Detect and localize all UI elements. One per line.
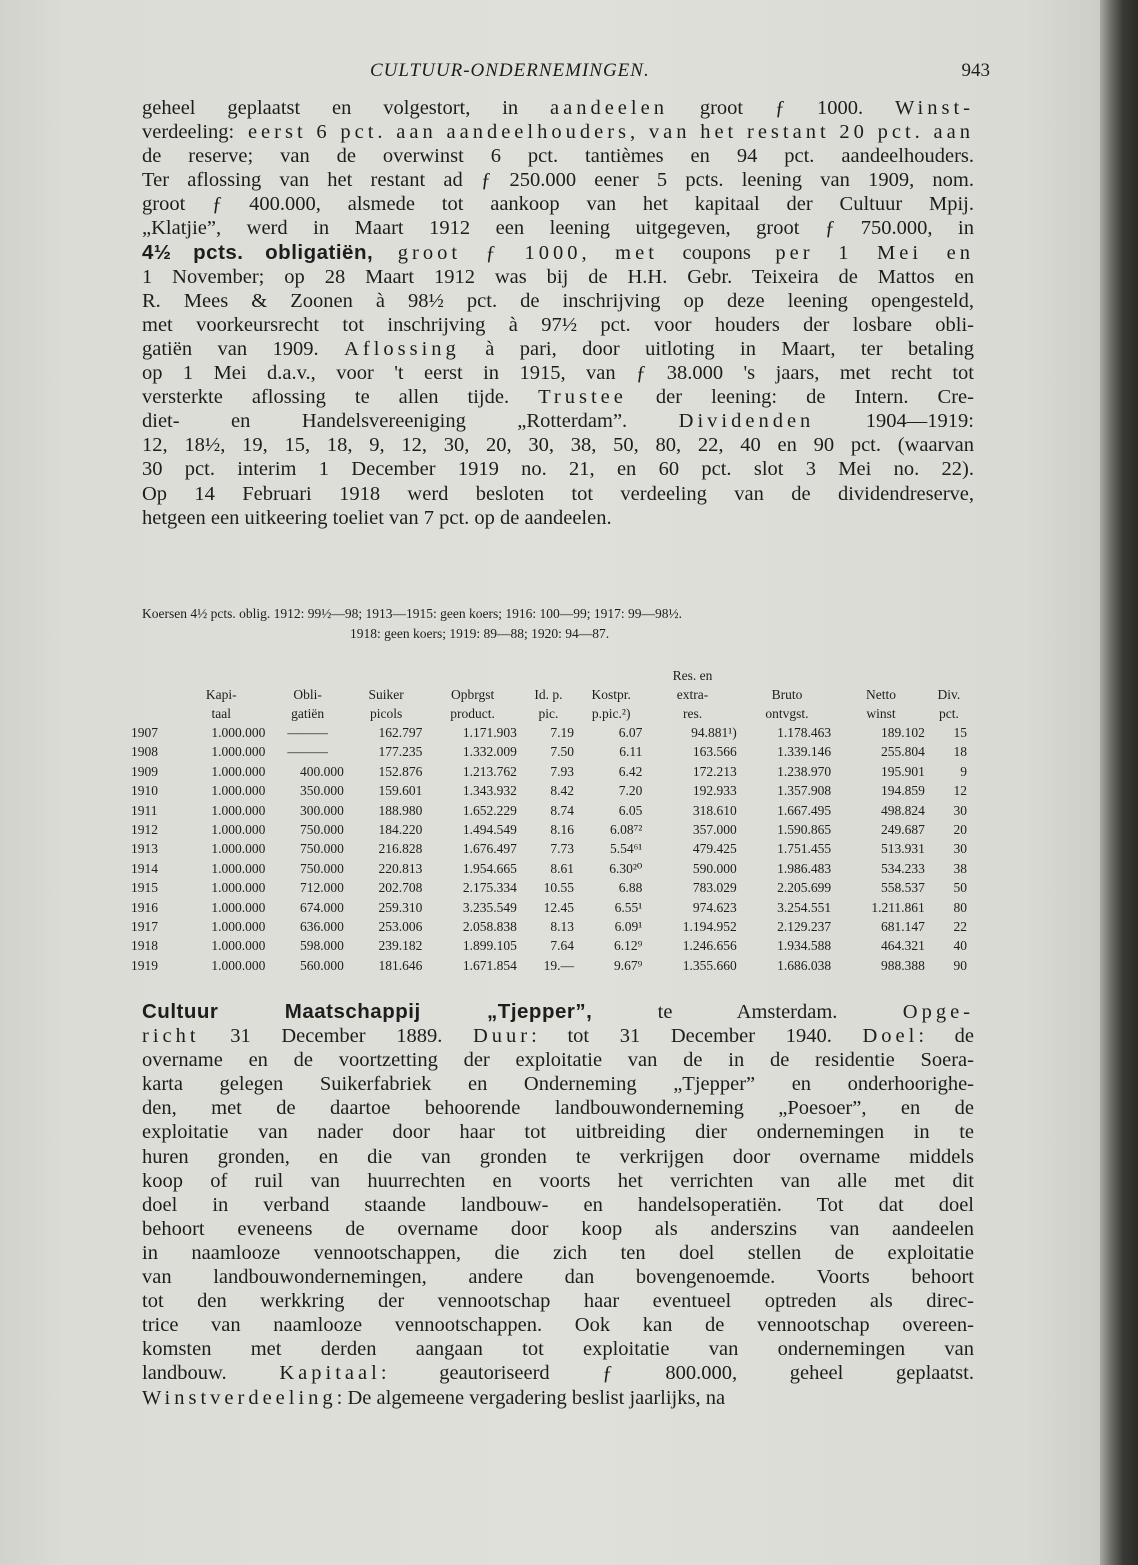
table-cell: 1.676.497 bbox=[462, 841, 517, 857]
text-run: 12, 18½, 19, 15, 18, 9, 12, 30, 20, 30, 38, 50, 80, 22, 40 en 90 pct. (waarvan bbox=[142, 434, 974, 457]
table-cell: 15 bbox=[953, 725, 967, 740]
table-cell: 3.254.551 bbox=[777, 899, 832, 915]
text-line bbox=[142, 1048, 974, 1072]
text-line bbox=[142, 1361, 974, 1385]
text-line bbox=[142, 1386, 974, 1410]
table-cell: 1.211.861 bbox=[871, 899, 925, 915]
koersen-note bbox=[142, 604, 974, 644]
table-cell: 40 bbox=[953, 938, 967, 954]
table-cell: 1.000.000 bbox=[211, 744, 266, 760]
emphasized-text: Doel bbox=[862, 1025, 919, 1048]
column-header bbox=[834, 666, 928, 723]
table-cell: 6.11 bbox=[619, 744, 643, 760]
table-cell: 590.000 bbox=[692, 860, 737, 876]
table-cell: ——— bbox=[287, 725, 328, 740]
text-run: 1904—1919: bbox=[814, 410, 974, 433]
table-cell: 974.623 bbox=[692, 899, 737, 915]
table-cell: 239.182 bbox=[378, 938, 423, 954]
table-cell: 1.986.483 bbox=[777, 860, 832, 876]
table-row bbox=[128, 839, 970, 858]
column-header bbox=[928, 666, 970, 723]
column-header-line: taal bbox=[211, 706, 231, 721]
emphasized-text: Duur bbox=[472, 1025, 532, 1048]
table-cell: 184.220 bbox=[378, 822, 423, 838]
year-cell: 1917 bbox=[131, 919, 158, 935]
text-run: : geautoriseerd ƒ 800.000, geheel geplaatst. bbox=[380, 1362, 974, 1385]
text-run: den, met de daartoe behoorende landbouwonderneming „Poesoer”, en de bbox=[142, 1097, 974, 1120]
table-cell: 6.09¹ bbox=[614, 919, 643, 935]
table-cell: 192.933 bbox=[692, 783, 737, 799]
column-header-line: Suiker bbox=[368, 687, 404, 702]
table-cell: 1.332.009 bbox=[462, 744, 517, 760]
column-header-line: Bruto bbox=[771, 687, 803, 702]
text-run: 30 pct. interim 1 December 1919 no. 21, en 60 pct. slot 3 Mei no. 22). bbox=[142, 458, 974, 481]
text-line bbox=[142, 1145, 974, 1169]
table-cell: 1.000.000 bbox=[211, 938, 266, 954]
table-cell: 6.42 bbox=[618, 763, 643, 779]
table-cell: 8.61 bbox=[550, 860, 575, 876]
text-line bbox=[142, 1193, 974, 1217]
emphasized-text: Trustee bbox=[538, 386, 627, 409]
emphasized-text: richt bbox=[142, 1025, 200, 1048]
text-run: exploitatie van nader door haar tot uitbreiding dier ondernemingen in te bbox=[142, 1121, 974, 1144]
table-cell: 1.339.146 bbox=[777, 744, 832, 760]
text-run: 1 November; op 28 Maart 1912 was bij de H.H. Gebr. Teixeira de Mattos en bbox=[142, 265, 974, 288]
table-cell: 181.646 bbox=[378, 957, 423, 973]
text-line bbox=[142, 361, 974, 385]
text-run: à pari, door uitloting in Maart, ter betaling bbox=[459, 337, 974, 360]
page-edge-shadow bbox=[1100, 0, 1138, 1565]
table-cell: 357.000 bbox=[692, 822, 737, 838]
table-cell: 783.029 bbox=[692, 880, 737, 896]
emphasized-text: aandeelen bbox=[550, 97, 668, 119]
text-line bbox=[142, 1169, 974, 1193]
text-line bbox=[142, 144, 974, 168]
table-cell: 30 bbox=[953, 802, 967, 818]
column-header bbox=[577, 666, 645, 723]
text-run: geheel geplaatst en volgestort, in bbox=[142, 97, 551, 119]
table-cell: 80 bbox=[953, 899, 967, 915]
table-row bbox=[128, 917, 970, 936]
table-cell: 1.000.000 bbox=[211, 763, 266, 779]
table-cell: 1.194.952 bbox=[682, 919, 737, 935]
table-row bbox=[128, 956, 970, 975]
text-run: de reserve; van de overwinst 6 pct. tantièmes en 94 pct. aandeelhouders. bbox=[142, 145, 974, 168]
text-run: tot den werkkring der vennootschap haar eventueel optreden als direc- bbox=[142, 1290, 974, 1313]
text-run: landbouw. bbox=[142, 1362, 280, 1385]
text-line bbox=[142, 216, 974, 240]
table-cell: 5.54⁶¹ bbox=[609, 841, 643, 857]
page-number: 943 bbox=[961, 60, 990, 81]
text-line bbox=[142, 409, 974, 433]
paragraph-tjepper bbox=[142, 1000, 974, 1410]
text-run: van landbouwondernemingen, andere dan bovengenoemde. Voorts behoort bbox=[142, 1266, 974, 1289]
table-cell: 249.687 bbox=[880, 822, 925, 838]
table-cell: 1.671.854 bbox=[462, 957, 517, 973]
table-cell: 6.55¹ bbox=[614, 899, 643, 915]
table-cell: 1.343.932 bbox=[462, 783, 517, 799]
year-cell: 1912 bbox=[131, 822, 158, 838]
table-cell: 1.686.038 bbox=[777, 957, 832, 973]
table-cell: 195.901 bbox=[880, 763, 925, 779]
text-line bbox=[142, 482, 974, 506]
table-row bbox=[128, 742, 970, 761]
text-run: : tot 31 December 1940. bbox=[531, 1025, 863, 1048]
table-cell: 12.45 bbox=[543, 899, 575, 915]
text-run: Ter aflossing van het restant ad ƒ 250.000 eener 5 pcts. leening van 1909, nom. bbox=[142, 169, 974, 192]
emphasized-text: groot ƒ 1000, met bbox=[373, 241, 683, 264]
emphasized-text: Winstverdeeling bbox=[142, 1386, 337, 1409]
table-cell: 1.000.000 bbox=[211, 899, 266, 915]
text-line bbox=[142, 313, 974, 337]
table-cell: 598.000 bbox=[300, 938, 344, 954]
text-run: 31 December 1889. bbox=[199, 1025, 473, 1048]
table-cell: 2.175.334 bbox=[462, 880, 517, 896]
table-cell: 163.566 bbox=[692, 744, 737, 760]
column-header bbox=[520, 666, 577, 723]
year-cell: 1915 bbox=[131, 880, 158, 896]
table-cell: 162.797 bbox=[378, 725, 423, 740]
table-cell: 1.954.665 bbox=[462, 860, 517, 876]
table-cell: 172.213 bbox=[692, 763, 737, 779]
column-header-line: p.pic.²) bbox=[591, 706, 631, 721]
text-run: trice van naamlooze vennootschappen. Ook kan de vennootschap overeen- bbox=[142, 1314, 974, 1337]
statistics-table bbox=[128, 666, 970, 975]
text-line bbox=[142, 265, 974, 289]
table-cell: 19.— bbox=[543, 957, 575, 973]
table-cell: 10.55 bbox=[543, 880, 575, 896]
text-line bbox=[142, 1217, 974, 1241]
table-cell: 558.537 bbox=[880, 880, 925, 896]
column-header-line: Div. bbox=[937, 687, 961, 702]
text-line bbox=[142, 457, 974, 481]
table-cell: 38 bbox=[953, 860, 967, 876]
table-cell: 8.42 bbox=[550, 783, 575, 799]
table-cell: 6.05 bbox=[618, 802, 643, 818]
table-row bbox=[128, 723, 970, 742]
text-line bbox=[142, 433, 974, 457]
column-header-line: pic. bbox=[538, 706, 559, 721]
table-row bbox=[128, 820, 970, 839]
table-cell: 8.74 bbox=[550, 802, 575, 818]
column-header-line: Netto bbox=[865, 687, 896, 702]
emphasized-text: Opge- bbox=[902, 1001, 975, 1023]
table-cell: 1.000.000 bbox=[211, 822, 266, 838]
emphasized-text: Cultuur Maatschappij „Tjepper”, bbox=[142, 1000, 593, 1023]
text-line bbox=[142, 1241, 974, 1265]
table-cell: 1.000.000 bbox=[211, 725, 266, 740]
table-cell: 464.321 bbox=[880, 938, 925, 954]
year-cell: 1910 bbox=[131, 783, 158, 799]
text-line bbox=[142, 289, 974, 313]
table-cell: 1.000.000 bbox=[211, 802, 266, 818]
text-line bbox=[142, 1289, 974, 1313]
table-cell: 300.000 bbox=[300, 802, 344, 818]
table-cell: 479.425 bbox=[692, 841, 737, 857]
table-body bbox=[128, 723, 970, 975]
table-row bbox=[128, 878, 970, 897]
column-header bbox=[347, 666, 425, 723]
text-run: behoort eveneens de overname door koop als anderszins van aandeelen bbox=[142, 1217, 974, 1240]
table-cell: 1.590.865 bbox=[777, 822, 832, 838]
year-cell: 1907 bbox=[131, 725, 158, 740]
text-run: huren gronden, en die van gronden te verkrijgen door overname middels bbox=[142, 1145, 974, 1168]
text-line bbox=[142, 1024, 974, 1048]
text-line bbox=[142, 1337, 974, 1361]
table-row bbox=[128, 936, 970, 955]
table-cell: 6.30²⁰ bbox=[609, 860, 643, 876]
text-line bbox=[142, 1120, 974, 1144]
text-line bbox=[142, 506, 974, 530]
column-header-line: pct. bbox=[938, 706, 959, 721]
column-header-line: Kostpr. bbox=[591, 687, 631, 702]
emphasized-text: Dividenden bbox=[678, 410, 815, 433]
table-cell: 202.708 bbox=[378, 880, 423, 896]
table-cell: 12 bbox=[953, 783, 967, 799]
text-line bbox=[142, 1096, 974, 1120]
table-cell: 7.19 bbox=[550, 725, 575, 740]
text-run: verdeeling bbox=[142, 121, 229, 144]
emphasized-text: 4½ pcts. obligatiën, bbox=[142, 240, 374, 264]
year-cell: 1918 bbox=[131, 938, 158, 954]
table-cell: 7.20 bbox=[618, 783, 643, 799]
table-cell: 2.205.699 bbox=[777, 880, 832, 896]
text-run: karta gelegen Suikerfabriek en Onderneming „Tjepper” en onderhoorighe- bbox=[142, 1073, 974, 1096]
table-cell: 988.388 bbox=[880, 957, 925, 973]
table-cell: 674.000 bbox=[300, 899, 344, 915]
table-cell: 1.000.000 bbox=[211, 841, 266, 857]
table-cell: 18 bbox=[953, 744, 967, 760]
column-header-line: ontvgst. bbox=[765, 706, 809, 721]
column-header bbox=[645, 666, 739, 723]
text-run: met voorkeursrecht tot inschrijving à 97½ pct. voor houders der losbare obli- bbox=[142, 313, 974, 336]
text-run: diet- en Handelsvereeniging „Rotterdam”. bbox=[142, 410, 679, 433]
emphasized-text: Winst- bbox=[895, 97, 974, 119]
table-cell: 1.000.000 bbox=[211, 919, 266, 935]
table-cell: 259.310 bbox=[378, 899, 423, 915]
table-cell: 1.899.105 bbox=[462, 938, 517, 954]
table-cell: 1.000.000 bbox=[211, 783, 266, 799]
paragraph-klatjie-financing bbox=[142, 96, 974, 530]
table-cell: 712.000 bbox=[300, 880, 344, 896]
text-run: groot ƒ 400.000, alsmede tot aankoop van het kapitaal der Cultuur Mpij. bbox=[142, 193, 974, 216]
table-cell: 1.494.549 bbox=[462, 822, 517, 838]
text-run: coupons bbox=[682, 241, 751, 264]
table-cell: 318.610 bbox=[692, 802, 737, 818]
table-row bbox=[128, 762, 970, 781]
running-head: CULTUUR-ONDERNEMINGEN. bbox=[370, 60, 650, 81]
text-line bbox=[142, 385, 974, 409]
table-row bbox=[128, 801, 970, 820]
table-cell: 6.88 bbox=[618, 880, 643, 896]
text-run: Op 14 Februari 1918 werd besloten tot verdeeling van de dividendreserve, bbox=[142, 482, 974, 505]
table-cell: 7.50 bbox=[550, 744, 575, 760]
column-header-line: Res. en bbox=[672, 668, 713, 683]
table-cell: 6.07 bbox=[618, 725, 643, 740]
year-cell: 1919 bbox=[131, 957, 158, 973]
table-cell: 1.000.000 bbox=[211, 880, 266, 896]
text-line bbox=[142, 192, 974, 216]
table-cell: 1.751.455 bbox=[777, 841, 832, 857]
text-run: der leening: de Intern. Cre- bbox=[626, 386, 974, 409]
table-cell: 1.000.000 bbox=[211, 860, 266, 876]
column-header-line: winst bbox=[866, 706, 896, 721]
table-cell: 94.881¹) bbox=[691, 725, 737, 740]
table-cell: 636.000 bbox=[300, 919, 344, 935]
emphasized-text: Aflossing bbox=[344, 337, 460, 360]
table-cell: 534.233 bbox=[880, 860, 925, 876]
column-header bbox=[425, 666, 519, 723]
column-header-line: res. bbox=[682, 706, 703, 721]
text-run: „Klatjie”, werd in Maart 1912 een leening uitgegeven, groot ƒ 750.000, in bbox=[142, 217, 974, 240]
column-header bbox=[128, 666, 174, 723]
table-cell: 1.246.656 bbox=[682, 938, 737, 954]
table-cell: 2.058.838 bbox=[462, 919, 517, 935]
text-run: versterkte aflossing te allen tijde. bbox=[142, 386, 539, 409]
text-run: gatiën van 1909. bbox=[142, 337, 345, 360]
table-cell: 188.980 bbox=[378, 802, 423, 818]
emphasized-text: Kapitaal bbox=[279, 1362, 381, 1385]
year-cell: 1916 bbox=[131, 899, 158, 915]
table-row bbox=[128, 781, 970, 800]
column-header-line: Opbrgst bbox=[450, 687, 495, 702]
year-cell: 1913 bbox=[131, 841, 158, 857]
table-cell: 1.357.908 bbox=[777, 783, 832, 799]
text-run: te Amsterdam. bbox=[592, 1001, 903, 1023]
table-cell: 9 bbox=[960, 763, 967, 779]
text-run: : de bbox=[918, 1025, 975, 1048]
table-cell: 1.178.463 bbox=[777, 725, 832, 740]
table-cell: 1.934.588 bbox=[777, 938, 832, 954]
table-cell: 9.67⁹ bbox=[613, 957, 643, 973]
column-header-line: extra- bbox=[676, 687, 709, 702]
table-cell: 513.931 bbox=[880, 841, 925, 857]
text-run: op 1 Mei d.a.v., voor 't eerst in 1915, van ƒ 38.000 's jaars, met recht tot bbox=[142, 362, 974, 385]
table-cell: 1.000.000 bbox=[211, 957, 266, 973]
table-cell: 20 bbox=[953, 822, 967, 838]
column-header-line: Kapi- bbox=[205, 687, 237, 702]
table-header-row bbox=[128, 666, 970, 723]
text-run: groot ƒ 1000. bbox=[667, 97, 896, 119]
column-header bbox=[268, 666, 346, 723]
year-cell: 1909 bbox=[131, 763, 158, 779]
table-cell: 400.000 bbox=[300, 763, 344, 779]
column-header-line: gatiën bbox=[291, 706, 325, 721]
table-cell: 194.859 bbox=[880, 783, 925, 799]
table-row bbox=[128, 898, 970, 917]
table-cell: 1.667.495 bbox=[777, 802, 832, 818]
year-cell: 1914 bbox=[131, 860, 158, 876]
table-cell: 7.64 bbox=[550, 938, 575, 954]
text-run: doel in verband staande landbouw- en handelsoperatiën. Tot dat doel bbox=[142, 1193, 974, 1216]
year-cell: 1908 bbox=[131, 744, 158, 760]
table-cell: 1.355.660 bbox=[682, 957, 737, 973]
table-cell: 177.235 bbox=[378, 744, 423, 760]
table-cell: 681.147 bbox=[880, 919, 925, 935]
column-header-line: product. bbox=[450, 706, 495, 721]
text-line bbox=[142, 1313, 974, 1337]
koersen-line-1: Koersen 4½ pcts. oblig. 1912: 99½—98; 1913—1915: geen koers; 1916: 100—99; 1917: 99—98½. bbox=[142, 606, 682, 621]
table-cell: 30 bbox=[953, 841, 967, 857]
table-cell: 255.804 bbox=[880, 744, 925, 760]
text-line bbox=[142, 1000, 974, 1024]
text-line bbox=[142, 168, 974, 192]
text-line bbox=[142, 96, 974, 120]
column-header-line: Obli- bbox=[293, 687, 322, 702]
table-cell: 350.000 bbox=[300, 783, 344, 799]
emphasized-text: per 1 Mei en bbox=[750, 241, 974, 264]
table-cell: 90 bbox=[953, 957, 967, 973]
table-cell: 253.006 bbox=[378, 919, 423, 935]
table-cell: 22 bbox=[953, 919, 967, 935]
table-cell: 1.652.229 bbox=[462, 802, 517, 818]
text-run: in naamlooze vennootschappen, die zich ten doel stellen de exploitatie bbox=[142, 1241, 974, 1264]
table-cell: 6.12⁹ bbox=[613, 938, 643, 954]
text-line bbox=[142, 1072, 974, 1096]
table-cell: 498.824 bbox=[880, 802, 925, 818]
table-cell: 750.000 bbox=[300, 860, 344, 876]
text-run: : De algemeene vergadering beslist jaarlijks, na bbox=[336, 1386, 726, 1409]
table-cell: 2.129.237 bbox=[777, 919, 832, 935]
text-line bbox=[142, 241, 974, 265]
emphasized-text: : eerst 6 pct. aan aandeelhouders, van het restant 20 pct. aan bbox=[228, 121, 974, 144]
text-run: komsten met derden aangaan tot exploitatie van ondernemingen van bbox=[142, 1338, 974, 1361]
table-cell: 1.171.903 bbox=[462, 725, 517, 740]
table-cell: 3.235.549 bbox=[462, 899, 517, 915]
year-cell: 1911 bbox=[131, 802, 158, 818]
column-header-line: Id. p. bbox=[534, 687, 563, 702]
table-cell: 1.238.970 bbox=[777, 763, 832, 779]
text-line bbox=[142, 120, 974, 144]
table-cell: 7.93 bbox=[550, 763, 575, 779]
text-run: R. Mees & Zoonen à 98½ pct. de inschrijving op deze leening opengesteld, bbox=[142, 289, 974, 312]
table-cell: 6.08⁷² bbox=[609, 822, 643, 838]
table-cell: 1.213.762 bbox=[462, 763, 517, 779]
table-cell: 189.102 bbox=[880, 725, 925, 740]
text-run: overname en de voortzetting der exploitatie van de in de residentie Soera- bbox=[142, 1049, 974, 1072]
koersen-line-2: 1918: geen koers; 1919: 89—88; 1920: 94—87. bbox=[350, 626, 610, 641]
table-cell: 750.000 bbox=[300, 822, 344, 838]
table-cell: 8.16 bbox=[550, 822, 575, 838]
table-cell: ——— bbox=[287, 744, 328, 760]
column-header-line: picols bbox=[370, 706, 403, 721]
table-cell: 560.000 bbox=[300, 957, 344, 973]
text-run: koop of ruil van huurrechten en voorts het verrichten van alle met dit bbox=[142, 1169, 974, 1192]
table-cell: 159.601 bbox=[378, 783, 423, 799]
column-header bbox=[740, 666, 834, 723]
text-line bbox=[142, 1265, 974, 1289]
text-line bbox=[142, 337, 974, 361]
table-cell: 8.13 bbox=[550, 919, 575, 935]
table-cell: 50 bbox=[953, 880, 967, 896]
table-cell: 216.828 bbox=[378, 841, 423, 857]
table-cell: 152.876 bbox=[378, 763, 423, 779]
table-cell: 7.73 bbox=[550, 841, 575, 857]
table-row bbox=[128, 859, 970, 878]
table-cell: 220.813 bbox=[378, 860, 423, 876]
page-header bbox=[340, 60, 1000, 88]
text-run: hetgeen een uitkeering toeliet van 7 pct. op de aandeelen. bbox=[142, 506, 612, 529]
column-header bbox=[174, 666, 268, 723]
table-cell: 750.000 bbox=[300, 841, 344, 857]
